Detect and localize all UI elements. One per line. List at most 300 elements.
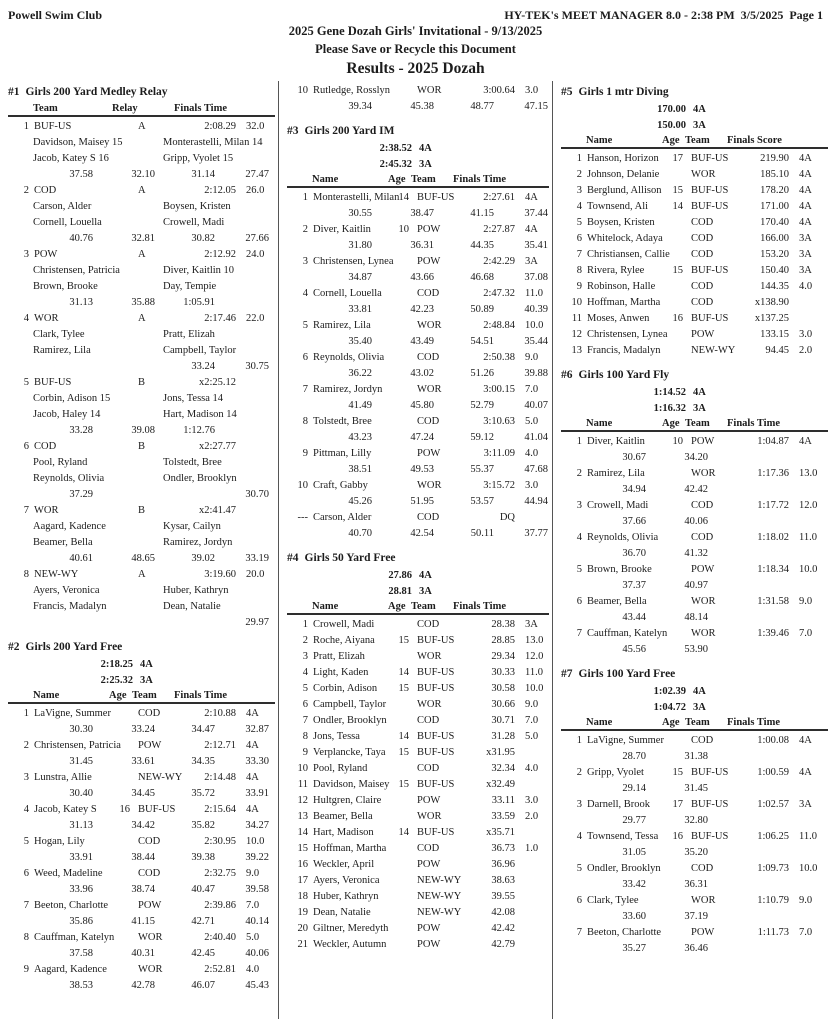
age: [393, 254, 409, 270]
splits-row: [8, 850, 278, 866]
athlete-name: Boysen, Kristen: [587, 217, 655, 228]
team: POW: [138, 740, 162, 751]
split-time: [768, 450, 822, 466]
finals-time: 1:06.25: [757, 831, 789, 842]
split-time: [768, 578, 822, 594]
age: [114, 439, 130, 455]
swimmer-name: Gripp, Vyolet 15: [163, 153, 234, 164]
column-header: Team: [685, 135, 710, 146]
athlete-name: Davidson, Maisey: [313, 779, 390, 790]
finals-time: 2:42.29: [483, 256, 515, 267]
event-number: #3: [287, 125, 299, 137]
age: 14: [398, 731, 409, 742]
place: 3: [23, 772, 29, 783]
team: BUF-US: [417, 747, 455, 758]
qualifying-standard: [561, 684, 831, 700]
split-time: 38.74: [131, 884, 155, 895]
split-time: [708, 450, 768, 466]
athlete-name: Weckler, April: [313, 859, 375, 870]
place: 2: [576, 767, 582, 778]
finals-time: 3:00.64: [483, 85, 515, 96]
athlete-name: Francis, Madalyn: [587, 345, 661, 356]
age: [393, 697, 409, 713]
team: POW: [691, 436, 715, 447]
team: COD: [417, 416, 440, 427]
team: COD: [417, 288, 440, 299]
split-time: 39.88: [524, 368, 548, 379]
team: WOR: [691, 468, 716, 479]
points: 32.0: [246, 121, 265, 132]
athlete-name: LaVigne, Summer: [34, 708, 111, 719]
event-title: [287, 124, 552, 138]
age: [114, 311, 130, 327]
meet-title: 2025 Gene Dozah Girls' Invitational - 9/13/2025: [288, 24, 543, 38]
team: POW: [417, 859, 441, 870]
event-title: [8, 85, 278, 99]
finals-time: 2:17.46: [204, 313, 236, 324]
athlete-name: Brown, Brooke: [587, 564, 652, 575]
athlete-name: Rutledge, Rosslyn: [313, 85, 391, 96]
age: 15: [672, 185, 683, 196]
column-header: Finals Time: [174, 690, 227, 701]
team: A: [138, 121, 146, 132]
result-row: [561, 861, 831, 877]
result-row: [287, 681, 552, 697]
result-row: [8, 183, 278, 199]
swimmer-name: Tolstedt, Bree: [163, 457, 222, 468]
place: 9: [576, 281, 582, 292]
team: BUF-US: [417, 731, 455, 742]
athlete-name: Robinson, Halle: [587, 281, 656, 292]
athlete-name: Pool, Ryland: [313, 763, 368, 774]
split-time: [768, 877, 822, 893]
split-time: 46.07: [191, 980, 215, 991]
qual-time: 28.81: [388, 586, 412, 597]
points: 4A: [799, 185, 812, 196]
age: [114, 834, 130, 850]
team: WOR: [138, 932, 163, 943]
split-time: 37.66: [622, 516, 646, 527]
result-row: [287, 318, 552, 334]
split-time: 50.89: [470, 304, 494, 315]
qual-time: 27.86: [388, 570, 412, 581]
age: [393, 889, 409, 905]
event-section: [287, 124, 552, 542]
points: [515, 510, 545, 526]
place: 9: [302, 747, 308, 758]
points: [515, 825, 545, 841]
split-time: 53.57: [470, 496, 494, 507]
split-time: 33.60: [622, 911, 646, 922]
finals-time: 2:48.84: [483, 320, 515, 331]
split-time: 34.20: [684, 452, 708, 463]
relay-swimmers-row: [8, 279, 278, 295]
age: [393, 617, 409, 633]
age: [667, 279, 683, 295]
split-time: 30.82: [191, 233, 215, 244]
result-row: [287, 761, 552, 777]
split-time: 35.44: [524, 336, 548, 347]
place: 7: [576, 249, 582, 260]
result-row: [561, 215, 831, 231]
result-row: [287, 286, 552, 302]
result-row: [561, 327, 831, 343]
age: [114, 962, 130, 978]
swimmer-name: Carson, Alder: [33, 201, 92, 212]
split-time: 34.35: [191, 756, 215, 767]
finals-time: 2:14.48: [204, 772, 236, 783]
splits-row: [287, 270, 552, 286]
split-time: 33.96: [69, 884, 93, 895]
place: 8: [302, 731, 308, 742]
finals-time: 2:52.81: [204, 964, 236, 975]
column-header: Age: [662, 717, 680, 728]
column-header: Team: [685, 418, 710, 429]
result-row: [561, 263, 831, 279]
splits-row: [561, 578, 831, 594]
team: BUF-US: [417, 192, 455, 203]
split-time: [708, 877, 768, 893]
event-section: [287, 551, 552, 953]
split-time: 43.66: [410, 272, 434, 283]
place: 4: [302, 667, 308, 678]
split-time: 48.14: [684, 612, 708, 623]
column-header: Finals Score: [727, 135, 782, 146]
result-row: [287, 478, 552, 494]
team: COD: [417, 763, 440, 774]
split-time: 31.45: [69, 756, 93, 767]
club-name: Powell Swim Club: [8, 8, 103, 22]
qualifying-standard: [287, 157, 552, 173]
points: 3A: [799, 233, 812, 244]
column-headers: [8, 689, 275, 704]
athlete-name: Verplancke, Taya: [313, 747, 386, 758]
result-row: [561, 626, 831, 642]
points: [515, 857, 545, 873]
splits-row: [561, 610, 831, 626]
split-time: 34.45: [131, 788, 155, 799]
place: 5: [576, 217, 582, 228]
column-headers: [287, 173, 549, 188]
points: 3.0: [525, 795, 539, 806]
split-time: 33.61: [131, 756, 155, 767]
athlete-name: Beeton, Charlotte: [587, 927, 662, 938]
finals-time: x2:25.12: [198, 377, 236, 388]
column-headers: [561, 134, 828, 149]
results-grid: [0, 81, 831, 1019]
finals-time: 2:47.32: [483, 288, 515, 299]
points: 1.0: [525, 843, 539, 854]
points: 3A: [525, 256, 538, 267]
split-time: 33.24: [131, 724, 155, 735]
swimmer-name: Davidson, Maisey 15: [33, 137, 123, 148]
points: 10.0: [799, 564, 818, 575]
place: 8: [23, 569, 29, 580]
team: NEW-WY: [417, 891, 462, 902]
relay-swimmers-row: [8, 135, 278, 151]
split-time: 37.58: [69, 948, 93, 959]
relay-swimmers-row: [8, 327, 278, 343]
splits-row: [561, 514, 831, 530]
age: [114, 119, 130, 135]
finals-time: 153.20: [760, 249, 789, 260]
place: 7: [23, 900, 29, 911]
age: [114, 183, 130, 199]
qual-time: 1:16.32: [653, 403, 686, 414]
splits-row: [561, 450, 831, 466]
age: [667, 626, 683, 642]
athlete-name: Ramirez, Lila: [313, 320, 371, 331]
age: [393, 382, 409, 398]
athlete-name: Christensen, Lynea: [587, 329, 668, 340]
athlete-name: Townsend, Ali: [587, 201, 649, 212]
points: 3A: [799, 249, 812, 260]
age: [393, 318, 409, 334]
split-time: [768, 610, 822, 626]
age: [114, 706, 130, 722]
split-time: 37.44: [524, 208, 548, 219]
athlete-name: Crowell, Madi: [313, 619, 375, 630]
split-time: 33.42: [622, 879, 646, 890]
result-row: [287, 729, 552, 745]
team: COD: [691, 500, 714, 511]
qual-class: 3A: [419, 159, 432, 170]
split-time: [708, 749, 768, 765]
result-row: [8, 770, 278, 786]
points: 4.0: [525, 448, 539, 459]
column-header: Team: [132, 690, 157, 701]
splits-row: [8, 487, 278, 503]
qual-time: 2:25.32: [100, 675, 133, 686]
place: 3: [576, 500, 582, 511]
place: 3: [576, 185, 582, 196]
split-time: 34.94: [622, 484, 646, 495]
split-time: [768, 813, 822, 829]
place: 3: [23, 249, 29, 260]
place: 13: [571, 345, 582, 356]
event-name: Girls 100 Yard Fly: [578, 369, 670, 381]
place: 2: [576, 169, 582, 180]
column-headers: [561, 716, 828, 731]
split-time: 39.38: [191, 852, 215, 863]
splits-row: [287, 366, 552, 382]
athlete-name: Townsend, Tessa: [587, 831, 659, 842]
athlete-name: Berglund, Allison: [587, 185, 662, 196]
event-number: #1: [8, 86, 20, 98]
finals-time: 2:12.92: [204, 249, 236, 260]
qualifying-standard: [561, 102, 831, 118]
relay-swimmers-row: [8, 599, 278, 615]
system-info: HY-TEK's MEET MANAGER 8.0 - 2:38 PM 3/5/2025 Page 1: [504, 8, 823, 22]
qual-time: 170.00: [657, 104, 686, 115]
result-row: [287, 697, 552, 713]
result-row: [287, 713, 552, 729]
finals-time: 144.35: [760, 281, 789, 292]
split-time: [215, 295, 269, 311]
split-time: 33.91: [245, 788, 269, 799]
split-time: 51.95: [410, 496, 434, 507]
athlete-name: Diver, Kaitlin: [587, 436, 645, 447]
splits-row: [8, 754, 278, 770]
team: BUF-US: [691, 201, 729, 212]
split-time: 47.24: [410, 432, 434, 443]
column-header: Name: [586, 717, 613, 728]
age: 14: [398, 192, 409, 203]
finals-time: 1:39.46: [757, 628, 789, 639]
team: A: [138, 249, 146, 260]
split-time: 33.30: [245, 756, 269, 767]
swimmer-name: Ayers, Veronica: [33, 585, 100, 596]
place: 3: [576, 799, 582, 810]
finals-time: 1:17.72: [757, 500, 789, 511]
split-time: 29.97: [245, 617, 269, 628]
place: 2: [302, 224, 308, 235]
place: 3: [302, 256, 308, 267]
finals-time: 1:09.73: [757, 863, 789, 874]
swimmer-name: Jons, Tessa 14: [163, 393, 224, 404]
results-column: [278, 81, 552, 1019]
split-time: 40.97: [684, 580, 708, 591]
points: 4.0: [246, 964, 260, 975]
age: 15: [398, 779, 409, 790]
age: 17: [672, 799, 683, 810]
athlete-name: Reynolds, Olivia: [313, 352, 385, 363]
age: [114, 770, 130, 786]
split-time: 42.71: [191, 916, 215, 927]
age: [393, 937, 409, 953]
result-row: [8, 738, 278, 754]
splits-row: [8, 359, 278, 375]
split-time: 32.81: [131, 233, 155, 244]
split-time: 33.81: [348, 304, 372, 315]
split-time: [708, 845, 768, 861]
split-time: 43.02: [410, 368, 434, 379]
points: 4A: [799, 201, 812, 212]
swimmer-name: Francis, Madalyn: [33, 601, 107, 612]
place: 4: [23, 804, 29, 815]
age: [393, 873, 409, 889]
event-title: [561, 85, 831, 99]
split-time: [768, 546, 822, 562]
finals-time: 150.40: [760, 265, 789, 276]
finals-time: 1:18.34: [757, 564, 789, 575]
team: BUF-US: [417, 779, 455, 790]
place: 2: [23, 740, 29, 751]
qual-time: 2:18.25: [100, 659, 133, 670]
age: [393, 286, 409, 302]
age: [667, 498, 683, 514]
event-title: [561, 667, 831, 681]
age: 16: [672, 831, 683, 842]
result-row: [287, 414, 552, 430]
split-time: 45.56: [622, 644, 646, 655]
athlete-name: NEW-WY: [34, 569, 79, 580]
splits-row: [8, 295, 278, 311]
team: POW: [691, 329, 715, 340]
points: 20.0: [246, 569, 265, 580]
age: [114, 930, 130, 946]
splits-row: [8, 786, 278, 802]
age: [393, 761, 409, 777]
team: NEW-WY: [417, 907, 462, 918]
points: 9.0: [799, 895, 813, 906]
column-headers: [8, 102, 275, 117]
athlete-name: WOR: [34, 313, 59, 324]
result-row: [561, 311, 831, 327]
finals-time: 185.10: [760, 169, 789, 180]
column-header: Name: [33, 690, 60, 701]
qualifying-standard: [8, 673, 278, 689]
column-header: Finals Time: [174, 103, 227, 114]
split-time: [708, 909, 768, 925]
swimmer-name: Ondler, Brooklyn: [163, 473, 237, 484]
points: 3A: [799, 265, 812, 276]
result-row: [287, 841, 552, 857]
place: 1: [302, 192, 308, 203]
split-time: 42.45: [191, 948, 215, 959]
header-top-row: [0, 0, 831, 23]
team: WOR: [417, 480, 442, 491]
split-time: 31.38: [684, 751, 708, 762]
athlete-name: Ayers, Veronica: [313, 875, 380, 886]
split-time: 37.58: [69, 169, 93, 180]
relay-swimmers-row: [8, 583, 278, 599]
page-header: [0, 0, 831, 81]
finals-time: 38.63: [491, 875, 515, 886]
team: BUF-US: [417, 827, 455, 838]
split-time: [768, 514, 822, 530]
age: 14: [398, 827, 409, 838]
split-time: 33.19: [245, 553, 269, 564]
age: [114, 567, 130, 583]
finals-time: 2:12.05: [204, 185, 236, 196]
athlete-name: LaVigne, Summer: [587, 735, 664, 746]
team: POW: [691, 927, 715, 938]
finals-time: 171.00: [760, 201, 789, 212]
column-header: Team: [685, 717, 710, 728]
event-section: [8, 85, 278, 631]
split-time: 44.94: [524, 496, 548, 507]
qual-class: 4A: [693, 387, 706, 398]
athlete-name: Christiansen, Callie: [587, 249, 670, 260]
split-time: 34.27: [245, 820, 269, 831]
relay-swimmers-row: [8, 455, 278, 471]
result-row: [287, 665, 552, 681]
event-name: Girls 50 Yard Free: [304, 552, 396, 564]
place: 6: [576, 233, 582, 244]
finals-time: 3:15.72: [483, 480, 515, 491]
event-number: #7: [561, 668, 573, 680]
split-time: 59.12: [470, 432, 494, 443]
swimmer-name: Dean, Natalie: [163, 601, 221, 612]
points: 10.0: [799, 863, 818, 874]
column-header: Finals Time: [727, 418, 780, 429]
athlete-name: Gripp, Vyolet: [587, 767, 644, 778]
result-row: [561, 295, 831, 311]
athlete-name: Huber, Kathryn: [313, 891, 379, 902]
column-header: Name: [586, 135, 613, 146]
points: 12.0: [525, 651, 544, 662]
finals-time: 28.85: [491, 635, 515, 646]
athlete-name: Ramirez, Lila: [587, 468, 645, 479]
result-row: [561, 279, 831, 295]
split-time: 40.14: [245, 916, 269, 927]
split-time: 40.47: [191, 884, 215, 895]
age: [393, 921, 409, 937]
event-section: [561, 368, 831, 658]
result-row: [8, 311, 278, 327]
place: 9: [302, 448, 308, 459]
